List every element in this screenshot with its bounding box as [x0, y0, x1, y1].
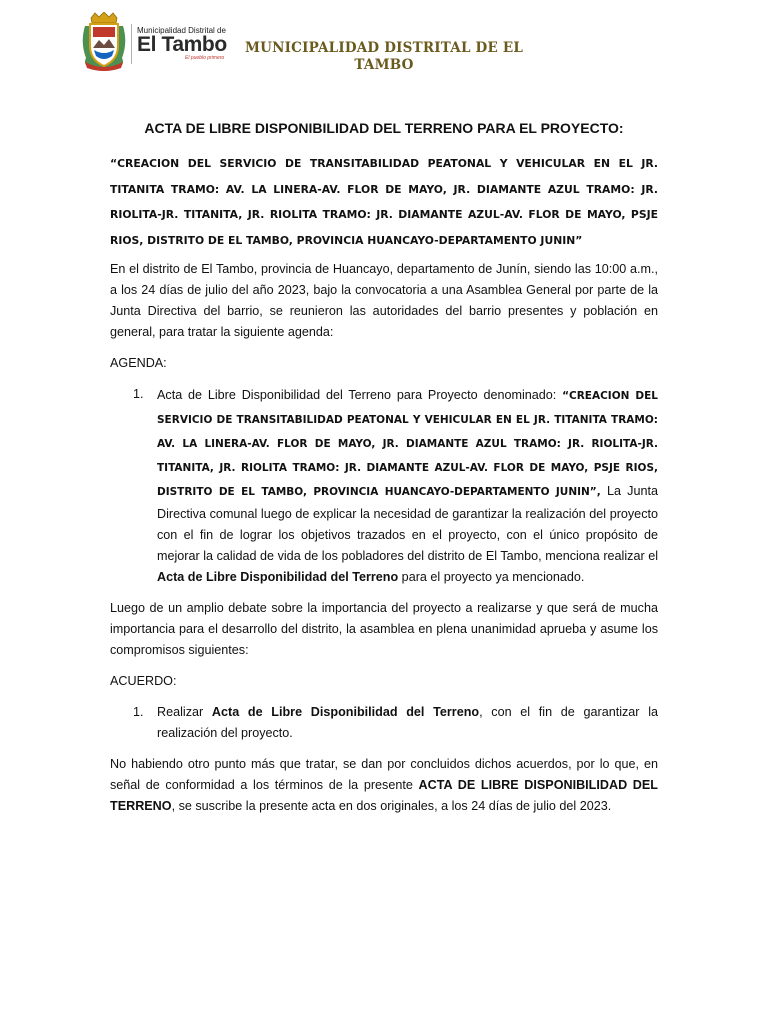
municipality-title-line2: TAMBO [354, 57, 414, 73]
agenda-item-number: 1. [133, 387, 144, 401]
brand-name: El Tambo [137, 33, 227, 56]
brand-tagline: El pueblo primero [185, 55, 225, 61]
brand-top-text: Municipalidad Distrital de [137, 26, 226, 35]
closing-bold: ACTA DE LIBRE DISPONIBILIDAD DEL TERRENO [110, 778, 658, 813]
accord-item-tail: , con el fin de garantizar la realización del proyecto. [157, 705, 659, 740]
debate-paragraph: Luego de un amplio debate sobre la importancia del proyecto a realizarse y que será de mucha importancia para el desarrollo del distrito, la asamblea en plena unanimidad aprueba y asume los compromisos siguientes: [110, 601, 658, 657]
project-name: “CREACION DEL SERVICIO DE TRANSITABILIDAD PEATONAL Y VEHICULAR EN EL JR. TITANITA TRAMO: AV. LA LINERA-AV. FLOR DE MAYO, JR. DIAMANTE AZUL TRAMO: JR. RIOLITA-JR. TITANITA, JR. RIOLITA TRAMO: JR. DIAMANTE AZUL-AV. FLOR DE MAYO, PSJE RIOS, DISTRITO DE EL TAMBO, PROVINCIA HUANCAYO-DEPARTAMENTO JUNIN” [110, 157, 658, 247]
closing-lead: No habiendo otro punto más que tratar, se dan por concluidos dichos acuerdos, por lo que, en señal de conformidad a los términos de la presente [110, 757, 658, 792]
brand-logo [137, 26, 237, 61]
accord-item-lead: Realizar [157, 705, 212, 719]
agenda-item [110, 384, 658, 588]
agenda-item-bold: Acta de Libre Disponibilidad del Terreno [157, 570, 399, 584]
accord-item [110, 702, 658, 744]
closing-paragraph [110, 754, 658, 817]
municipality-title-line1: MUNICIPALIDAD DISTRITAL DE EL [244, 40, 524, 56]
accord-item-text [157, 702, 658, 744]
municipal-crest-icon [79, 12, 129, 74]
agenda-item-tail: para el proyecto ya mencionado. [398, 570, 585, 584]
document-title: ACTA DE LIBRE DISPONIBILIDAD DEL TERRENO PARA EL PROYECTO: [144, 120, 624, 136]
agenda-label: AGENDA: [110, 356, 167, 370]
accord-item-number: 1. [133, 705, 144, 719]
agenda-item-text [157, 384, 658, 588]
header-divider [131, 24, 132, 64]
agenda-item-lead: Acta de Libre Disponibilidad del Terreno para Proyecto denominado: [157, 388, 563, 402]
accord-item-bold: Acta de Libre Disponibilidad del Terreno [211, 705, 480, 719]
municipality-title [238, 40, 530, 74]
closing-tail: , se suscribe la presente acta en dos originales, a los 24 días de julio del 2023. [171, 799, 612, 813]
accord-label: ACUERDO: [110, 674, 177, 688]
letterhead [0, 0, 768, 90]
intro-paragraph: En el distrito de El Tambo, provincia de Huancayo, departamento de Junín, siendo las 10:00 a.m., a los 24 días de julio del año 2023, bajo la convocatoria a una Asamblea General por parte de la Junta Directiva del barrio, se reunieron las autoridades del barrio presentes y población en general, para tratar la siguiente agenda: [110, 262, 658, 339]
document-body [110, 120, 658, 827]
agenda-item-project: “CREACION DEL SERVICIO DE TRANSITABILIDAD PEATONAL Y VEHICULAR EN EL JR. TITANITA TRAMO: AV. LA LINERA-AV. FLOR DE MAYO, JR. DIAMANTE AZUL TRAMO: JR. RIOLITA-JR. TITANITA, JR. RIOLITA TRAMO: JR. DIAMANTE AZUL-AV. FLOR DE MAYO, PSJE RIOS, DISTRITO DE EL TAMBO, PROVINCIA HUANCAYO-DEPARTAMENTO JUNIN”, [157, 390, 658, 498]
agenda-item-body: La Junta Directiva comunal luego de explicar la necesidad de garantizar la realización del proyecto con el fin de lograr los objetivos trazados en el proyecto, con el único propósito de mejorar la calidad de vida de los pobladores del distrito de El Tambo, menciona realizar el [157, 484, 658, 563]
